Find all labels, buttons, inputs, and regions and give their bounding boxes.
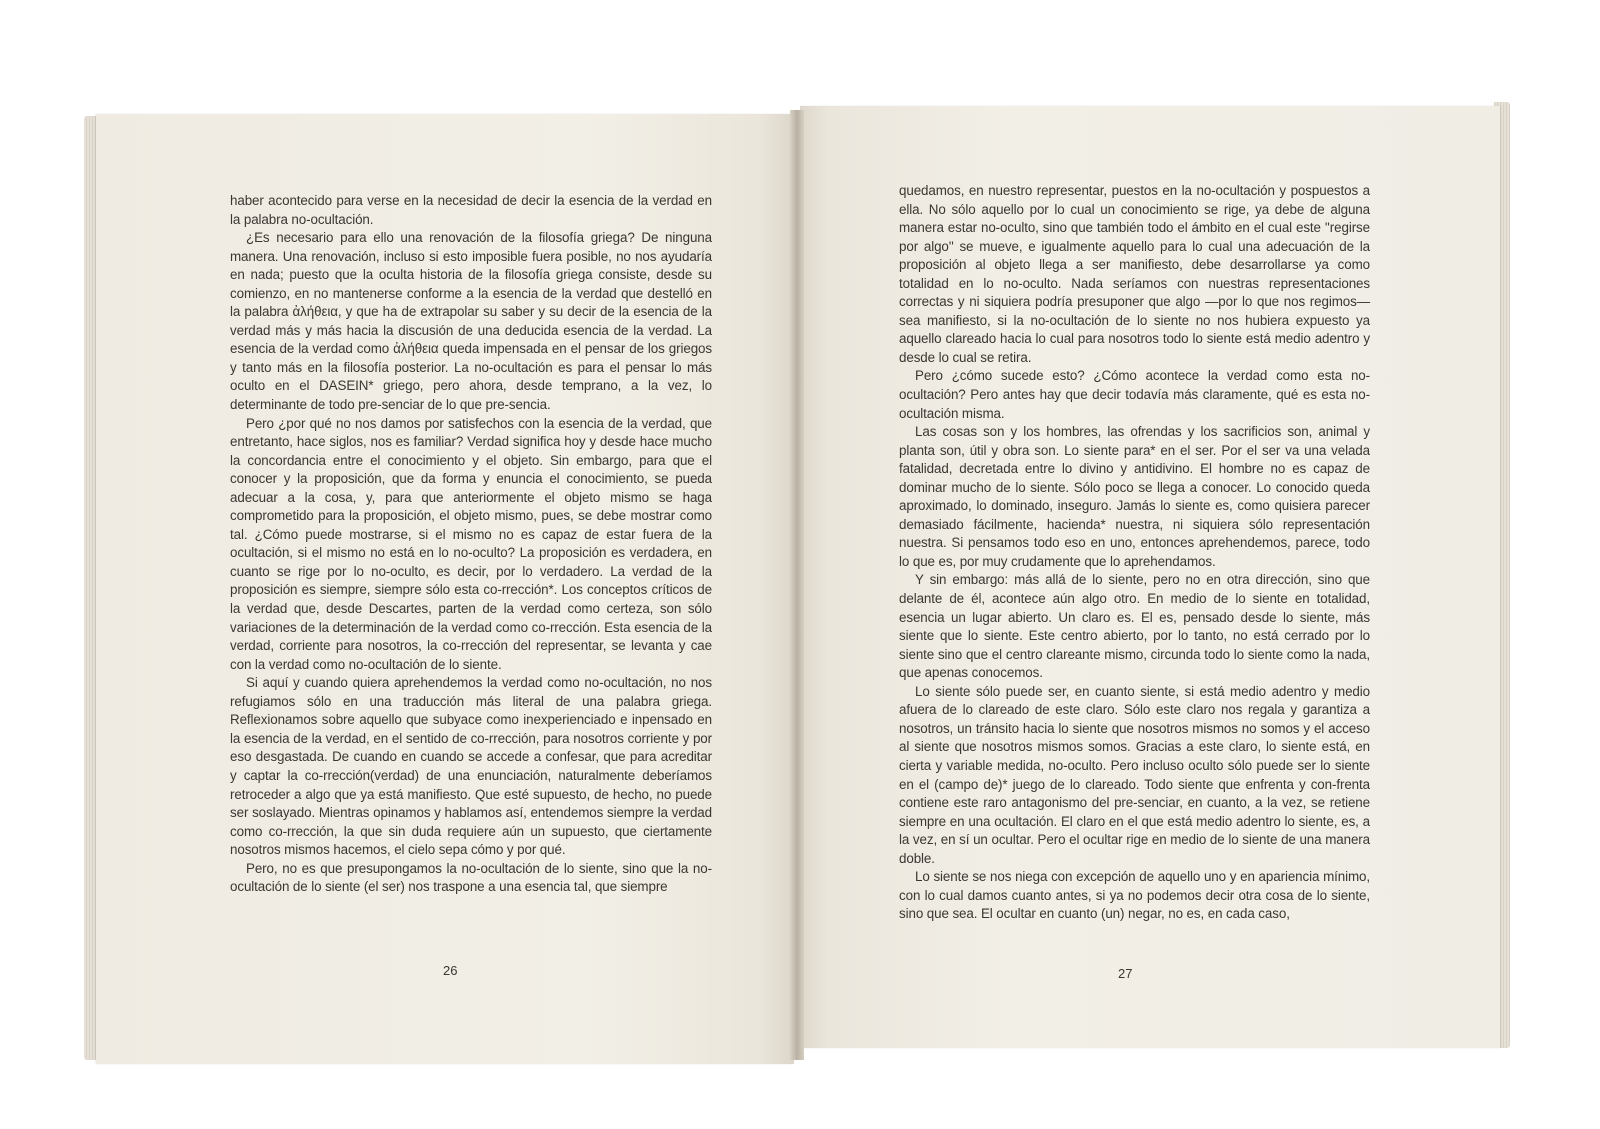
page-number-right: 27: [1118, 966, 1133, 981]
right-page-text: [899, 182, 1370, 924]
paragraph: Lo siente se nos niega con excepción de aquello uno y en apariencia mínimo, con lo cual damos cuanto antes, si ya no podemos decir otra cosa de lo siente, sino que sea. El ocultar en cuanto (un) negar, no es, en cada caso,: [899, 869, 1370, 922]
book-gutter: [790, 110, 804, 1060]
paragraph: ¿Es necesario para ello una renovación de la filosofía griega? De ninguna manera. Una renovación, incluso si esto imposible fuera posible, no nos ayudaría en nada; puesto que la oculta historia de la filosofía griega consiste, desde su comienzo, en no mantenerse conforme a la esencia de la verdad que destelló en la palabra ἀλήθεια, y que ha de extrapolar su saber y su decir de la esencia de la verdad más y más hacia la discusión de una deducida esencia de la verdad. La esencia de la verdad como ἀλήθεια queda impensada en el pensar de los griegos y tanto más en la filosofía posterior. La no-ocultación es para el pensar lo más oculto en el DASEIN* griego, pero ahora, desde temprano, a la vez, lo determinante de todo pre-senciar de lo que pre-sencia.: [230, 230, 712, 413]
left-page-text: [230, 192, 712, 897]
paragraph: Pero ¿cómo sucede esto? ¿Cómo acontece la verdad como esta no-ocultación? Pero antes hay que decir todavía más claramente, qué es esta no-ocultación misma.: [899, 368, 1370, 421]
paragraph: Las cosas son y los hombres, las ofrendas y los sacrificios son, animal y planta son, útil y obra son. Lo siente para* en el ser. Por el ser va una velada fatalidad, decretada entre lo divino y antidivino. El hombre no es capaz de dominar mucho de lo siente. Sólo poco se llega a conocer. Lo conocido queda aproximado, lo dominado, inseguro. Jamás lo siente es, como quisiera parecer demasiado fácilmente, hacienda* nuestra, ni siquiera sólo representación nuestra. Si pensamos todo eso en uno, entonces aprehendemos, parece, todo lo que es, por muy crudamente que lo aprehendamos.: [899, 424, 1370, 569]
paragraph: Y sin embargo: más allá de lo siente, pero no en otra dirección, sino que delante de él, acontece aún algo otro. En medio de lo siente en totalidad, esencia un lugar abierto. Un claro es. El es, pensado desde lo siente, más siente que lo siente. Este centro abierto, por lo tanto, no está cerrado por lo siente sino que el centro clareante mismo, circunda todo lo siente como la nada, que apenas conocemos.: [899, 572, 1370, 681]
paragraph: Pero ¿por qué no nos damos por satisfechos con la esencia de la verdad, que entretanto, hace siglos, nos es familiar? Verdad significa hoy y desde hace mucho la concordancia entre el conocimiento y el objeto. Sin embargo, para que el conocer y la proposición, que da forma y enuncia el conocimiento, se pueda adecuar a la cosa, y, para que anteriormente el objeto mismo se haga comprometido para la proposición, el objeto mismo, pues, se debe mostrar como tal. ¿Cómo puede mostrarse, si el mismo no es capaz de estar fuera de la ocultación, si el mismo no está en lo no-oculto? La proposición es verdadera, en cuanto se rige por lo no-oculto, es decir, por lo verdadero. La verdad de la proposición es siempre, siempre sólo esta co-rrección*. Los conceptos críticos de la verdad que, desde Descartes, parten de la verdad como certeza, son sólo variaciones de la determinación de la verdad como co-rrección. Esta esencia de la verdad, corriente para nosotros, la co-rrección del representar, se levanta y cae con la verdad como no-ocultación de lo siente.: [230, 415, 712, 672]
paragraph: Pero, no es que presupongamos la no-ocultación de lo siente, sino que la no-ocultación de lo siente (el ser) nos traspone a una esencia tal, que siempre: [230, 860, 712, 895]
paragraph: haber acontecido para verse en la necesidad de decir la esencia de la verdad en la palabra no-ocultación.: [230, 193, 712, 227]
paragraph: quedamos, en nuestro representar, puestos en la no-ocultación y pospuestos a ella. No sólo aquello por lo cual un conocimiento se rige, ya debe de alguna manera estar no-oculto, sino que también todo el ámbito en el cual este ''regirse por algo'' se mueve, e igualmente aquello para lo cual una adecuación de la proposición al objeto llega a ser manifiesto, debe desarrollarse ya como totalidad en lo no-oculto. Nada seríamos con nuestras representaciones correctas y ni siquiera podría presuponer que algo —por lo que nos regimos— sea manifiesto, si la no-ocultación de lo siente no nos hubiera expuesto ya aquello clareado hacia lo cual para nosotros todo lo siente está medio adentro y desde lo cual se retira.: [899, 183, 1370, 365]
paragraph: Si aquí y cuando quiera aprehendemos la verdad como no-ocultación, no nos refugiamos sólo en una traducción más literal de una palabra griega. Reflexionamos sobre aquello que subyace como inexperienciado e inpensado en la esencia de la verdad, en el sentido de co-rrección, para nosotros corriente y por eso desgastada. De cuando en cuando se accede a confesar, que para acreditar y captar la co-rrección(verdad) de una enunciación, naturalmente deberíamos retroceder a algo que ya está manifiesto. Que esté supuesto, de hecho, no puede ser soslayado. Mientras opinamos y hablamos así, entendemos siempre la verdad como co-rrección, la que sin duda requiere aún un supuesto, que ciertamente nosotros mismos hacemos, el cielo sepa cómo y por qué.: [230, 675, 712, 858]
page-number-left: 26: [443, 963, 458, 978]
paragraph: Lo siente sólo puede ser, en cuanto siente, si está medio adentro y medio afuera de lo clareado de este claro. Sólo este claro nos regala y garantiza a nosotros, un tránsito hacia lo siente que nosotros mismos no somos y el acceso al siente que nosotros mismos somos. Gracias a este claro, lo siente está, en cierta y variable medida, no-oculto. Pero incluso oculto sólo puede ser lo siente en el (campo de)* juego de lo clareado. Todo siente que enfrenta y con-frenta contiene este raro antagonismo del pre-senciar, en cuanto, a la vez, se retiene siempre en una ocultación. El claro en el que está medio adentro lo siente, es, a la vez, en sí un ocultar. Pero el ocultar rige en medio de lo siente de una manera doble.: [899, 683, 1370, 866]
